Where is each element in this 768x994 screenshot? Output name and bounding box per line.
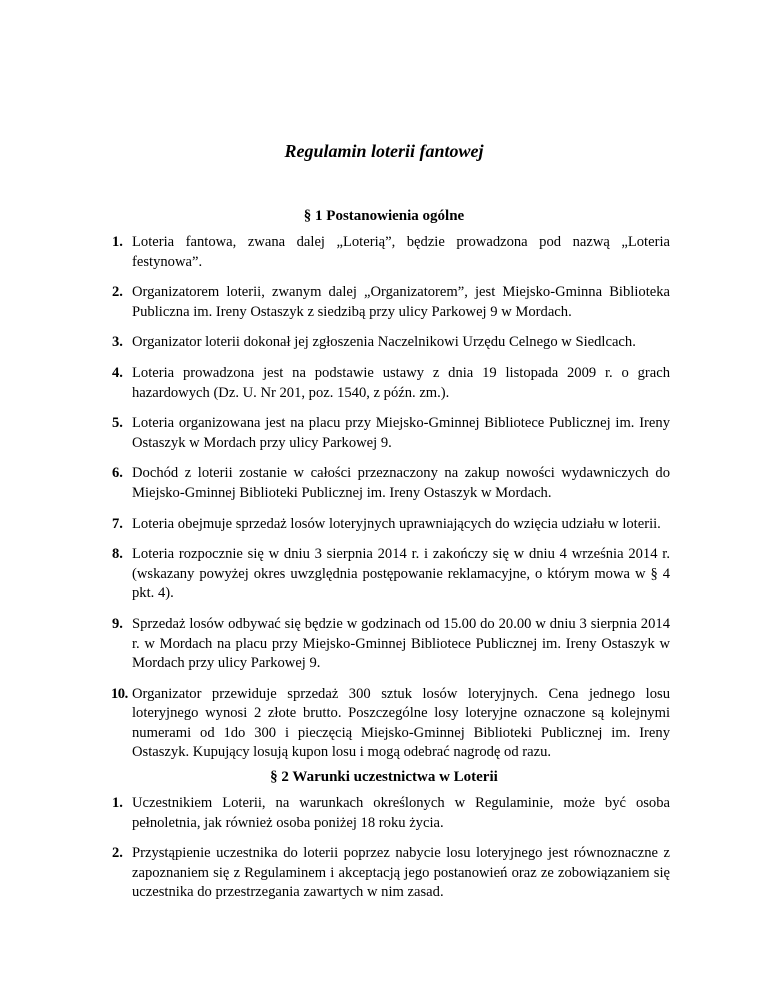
item-text: Uczestnikiem Loterii, na warunkach określonych w Regulaminie, może być osoba pełnoletnia, jak również osoba poniżej 18 roku życia. — [132, 795, 670, 831]
list-item — [112, 515, 670, 535]
item-text: Loteria prowadzona jest na podstawie ustawy z dnia 19 listopada 2009 r. o grach hazardowych (Dz. U. Nr 201, poz. 1540, z późn. zm.). — [132, 364, 670, 401]
item-number: 1. — [112, 234, 123, 250]
list-item — [112, 545, 670, 604]
section-1-list — [112, 233, 670, 774]
list-item — [112, 794, 670, 833]
item-text: Loteria obejmuje sprzedaż losów loteryjnych uprawniających do wzięcia udziału w loterii. — [132, 515, 661, 532]
item-number: 7. — [112, 515, 123, 532]
section-heading-2: § 2 Warunki uczestnictwa w Loterii — [270, 769, 498, 785]
item-text: Loteria organizowana jest na placu przy Miejsko-Gminnej Bibliotece Publicznej im. Ireny Ostaszyk w Mordach przy ulicy Parkowej 9. — [132, 415, 670, 451]
item-number: 9. — [112, 615, 123, 632]
item-number: 8. — [112, 546, 123, 563]
item-number: 6. — [112, 465, 123, 482]
item-text: Dochód z loterii zostanie w całości przeznaczony na zakup nowości wydawniczych do Miejsko-Gminnej Biblioteki Publicznej im. Ireny Ostaszyk w Mordach. — [132, 465, 670, 501]
item-text: Przystąpienie uczestnika do loterii poprzez nabycie losu loteryjnego jest równoznaczne z zapoznaniem się z Regulaminem i akceptacją jego postanowień oraz ze zobowiązaniem się uczestnika do przestrzegania zawartych w nim zasad. — [132, 845, 670, 901]
item-text: Loteria fantowa, zwana dalej „Loterią”, będzie prowadzona pod nazwą „Loteria festynowa”. — [132, 234, 670, 270]
section-heading-1: § 1 Postanowienia ogólne — [303, 208, 465, 224]
list-item — [112, 414, 670, 453]
section-2-list — [112, 794, 670, 914]
item-text: Organizator loterii dokonał jej zgłoszenia Naczelnikowi Urzędu Celnego w Siedlcach. — [132, 334, 636, 351]
document-title: Regulamin loterii fantowej — [284, 141, 484, 161]
item-number: 5. — [112, 415, 123, 432]
list-item — [112, 615, 670, 674]
list-item — [112, 364, 670, 403]
item-number: 10. — [111, 685, 128, 702]
item-number: 3. — [112, 334, 123, 351]
item-text: Sprzedaż losów odbywać się będzie w godzinach od 15.00 do 20.00 w dniu 3 sierpnia 2014 r. w Mordach na placu przy Miejsko-Gminnej Bibliotece Publicznej im. Ireny Ostaszyk w Mordach przy ulicy Parkowej 9. — [132, 615, 670, 672]
list-item — [112, 283, 670, 322]
item-text: Loteria rozpocznie się w dniu 3 sierpnia 2014 r. i zakończy się w dniu 4 września 2014 r. (wskazany powyżej okres uwzględnia postępowanie reklamacyjne, o którym mowa w § 4 pkt. 4). — [132, 546, 670, 602]
list-item — [112, 844, 670, 903]
list-item — [112, 333, 670, 353]
item-text: Organizator przewiduje sprzedaż 300 sztuk losów loteryjnych. Cena jednego losu loteryjnego wynosi 2 złote brutto. Poszczególne losy loteryjne oznaczone są kolejnymi numerami od 1do 300 i pieczęcią Miejsko-Gminnej Biblioteki Publicznej im. Ireny Ostaszyk. Kupujący losują kupon losu i mogą odebrać nagrodę od razu. — [132, 685, 670, 761]
list-item — [112, 233, 670, 272]
list-item — [112, 685, 670, 763]
item-number: 2. — [112, 845, 123, 862]
list-item — [112, 464, 670, 503]
item-text: Organizatorem loterii, zwanym dalej „Organizatorem”, jest Miejsko-Gminna Biblioteka Publiczna im. Ireny Ostaszyk z siedzibą przy ulicy Parkowej 9 w Mordach. — [132, 284, 670, 320]
item-number: 4. — [112, 364, 123, 381]
item-number: 2. — [112, 284, 123, 301]
item-number: 1. — [112, 795, 123, 811]
